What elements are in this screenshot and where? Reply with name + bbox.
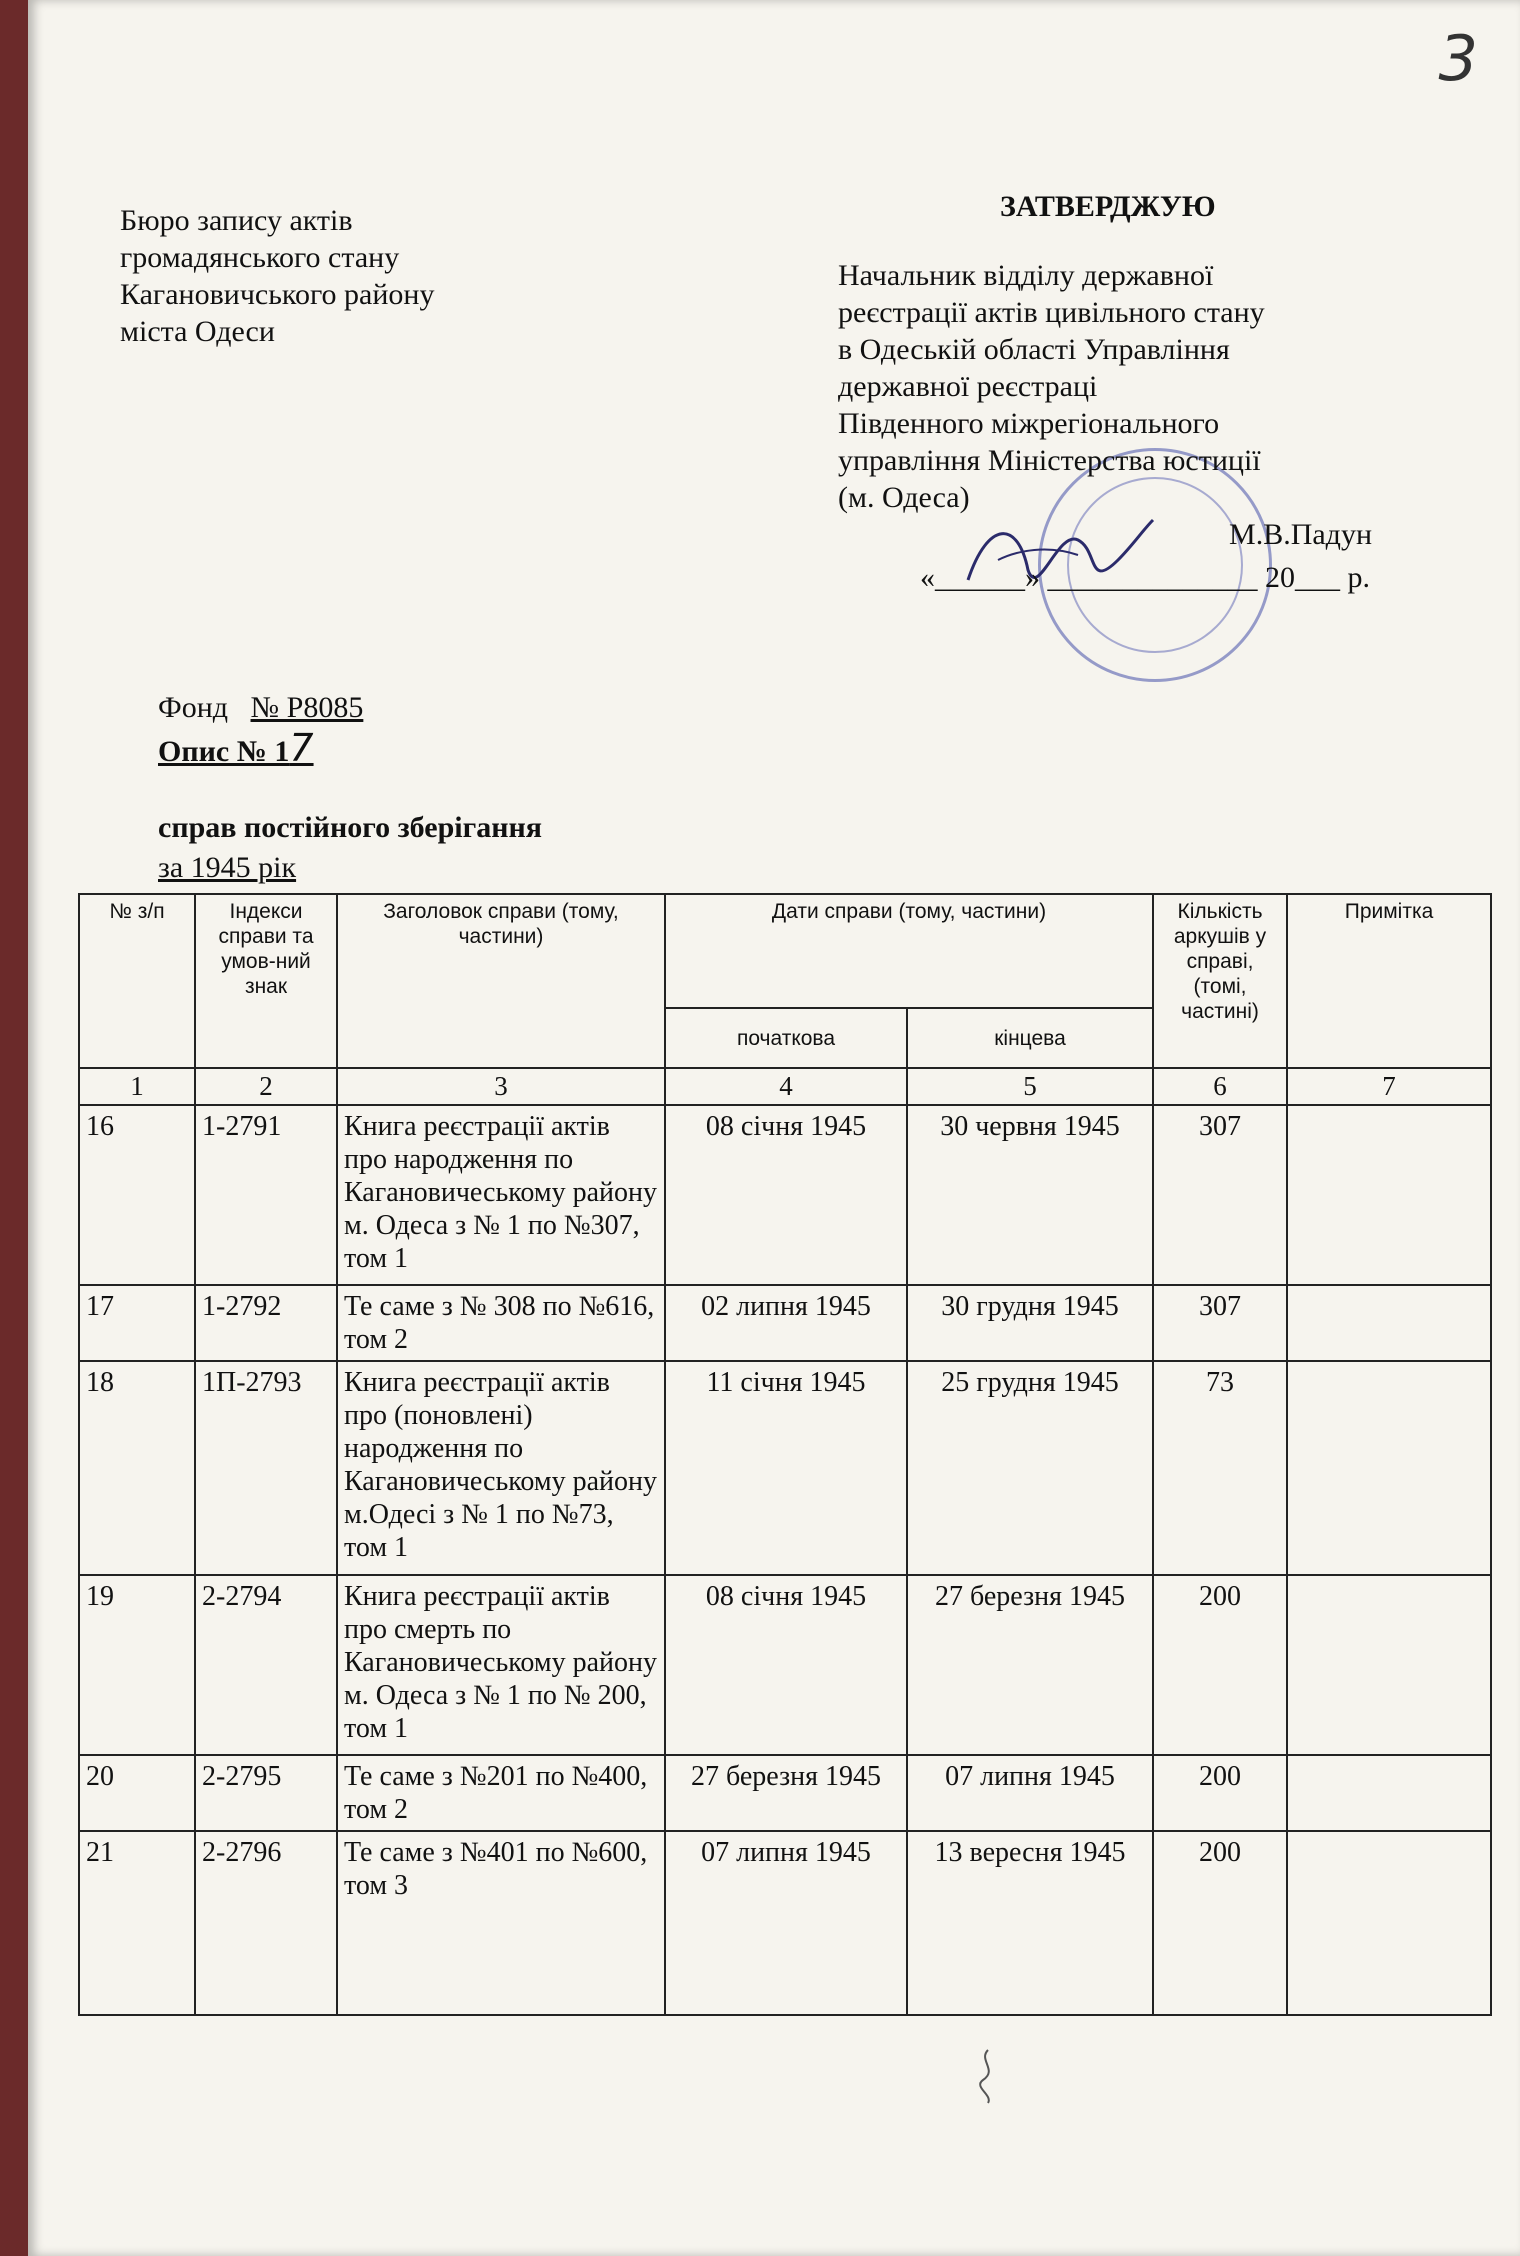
cell-title: Книга реєстрації актів про народження по Кагановичеському району м. Одеса з № 1 по №307, том 1: [337, 1105, 665, 1285]
approval-position-line: державної реєстраці: [838, 370, 1098, 403]
cell-note: [1287, 1361, 1491, 1575]
table-row: [79, 1285, 1491, 1361]
page-number: 3: [1438, 22, 1478, 95]
cell-index: 2-2794: [195, 1575, 337, 1755]
organization-line: міста Одеси: [120, 315, 275, 348]
cell-index: 1-2792: [195, 1285, 337, 1361]
cell-end-date: 30 червня 1945: [907, 1105, 1153, 1285]
cell-title: Те саме з №401 по №600, том 3: [337, 1831, 665, 2015]
cell-index: 1П-2793: [195, 1361, 337, 1575]
fond-line: [158, 688, 363, 728]
approval-position-line: реєстрації актів цивільного стану: [838, 296, 1265, 329]
cell-note: [1287, 1755, 1491, 1831]
cell-num: 20: [79, 1755, 195, 1831]
cell-start-date: 27 березня 1945: [665, 1755, 907, 1831]
opis-handwritten-number: 7: [289, 726, 314, 770]
approval-position-line: управління Міністерства юстиції: [838, 444, 1261, 477]
cell-num: 16: [79, 1105, 195, 1285]
document-page: [28, 0, 1520, 2256]
cases-period: за 1945 рік: [158, 851, 297, 884]
table-row: [79, 1361, 1491, 1575]
organization-line: Бюро запису актів: [120, 204, 353, 237]
column-number: 1: [79, 1068, 195, 1105]
cell-end-date: 30 грудня 1945: [907, 1285, 1153, 1361]
cell-num: 21: [79, 1831, 195, 2015]
cell-num: 18: [79, 1361, 195, 1575]
cell-sheets: 200: [1153, 1755, 1287, 1831]
cell-start-date: 07 липня 1945: [665, 1831, 907, 2015]
column-number: 2: [195, 1068, 337, 1105]
column-number: 3: [337, 1068, 665, 1105]
approval-position-line: Начальник відділу державної: [838, 259, 1214, 292]
header-dates: Дати справи (тому, частини): [665, 894, 1153, 1008]
organization-block: [120, 202, 434, 350]
table-row: [79, 1831, 1491, 2015]
header-sheets: Кількість аркушів у справі, (томі, частині): [1153, 894, 1287, 1068]
cell-sheets: 200: [1153, 1575, 1287, 1755]
cell-title: Книга реєстрації актів про (поновлені) народження по Кагановичеському району м.Одесі з № 1 по №73, том 1: [337, 1361, 665, 1575]
cell-end-date: 07 липня 1945: [907, 1755, 1153, 1831]
table-row: [79, 1755, 1491, 1831]
column-number: 5: [907, 1068, 1153, 1105]
table-row: [79, 1105, 1491, 1285]
cell-sheets: 307: [1153, 1105, 1287, 1285]
cell-note: [1287, 1575, 1491, 1755]
fond-block: [158, 688, 363, 772]
cell-note: [1287, 1105, 1491, 1285]
cell-index: 2-2796: [195, 1831, 337, 2015]
cell-index: 2-2795: [195, 1755, 337, 1831]
column-number: 6: [1153, 1068, 1287, 1105]
cases-title: справ постійного зберігання: [158, 811, 543, 844]
cell-start-date: 08 січня 1945: [665, 1575, 907, 1755]
approval-position-line: Південного міжрегіонального: [838, 407, 1220, 440]
approval-position-line: (м. Одеса): [838, 481, 970, 514]
header-end: кінцева: [907, 1008, 1153, 1068]
header-title: Заголовок справи (тому, частини): [337, 894, 665, 1068]
organization-line: Кагановичського району: [120, 278, 435, 311]
handwritten-initials: [968, 2045, 1008, 2105]
column-number: 7: [1287, 1068, 1491, 1105]
cell-end-date: 13 вересня 1945: [907, 1831, 1153, 2015]
header-num: № з/п: [79, 894, 195, 1068]
cases-block: [158, 808, 542, 888]
approval-block: [838, 188, 1418, 604]
cell-title: Те саме з №201 по №400, том 2: [337, 1755, 665, 1831]
fond-label: Фонд: [158, 691, 229, 724]
cell-index: 1-2791: [195, 1105, 337, 1285]
cell-title: Те саме з № 308 по №616, том 2: [337, 1285, 665, 1361]
cell-num: 19: [79, 1575, 195, 1755]
cell-note: [1287, 1831, 1491, 2015]
cell-title: Книга реєстрації актів про смерть по Кагановичеському району м. Одеса з № 1 по № 200, том 1: [337, 1575, 665, 1755]
table-row: [79, 1575, 1491, 1755]
signatory-name: М.В.Падун: [1229, 518, 1372, 551]
header-note: Примітка: [1287, 894, 1491, 1068]
approval-position-line: в Одеській області Управління: [838, 333, 1230, 366]
opis-label: Опис № 1: [158, 735, 290, 768]
header-index: Індекси справи та умов-ний знак: [195, 894, 337, 1068]
cell-sheets: 200: [1153, 1831, 1287, 2015]
cell-start-date: 11 січня 1945: [665, 1361, 907, 1575]
cell-start-date: 02 липня 1945: [665, 1285, 907, 1361]
header-start: початкова: [665, 1008, 907, 1068]
column-numbers-row: [79, 1068, 1491, 1105]
column-number: 4: [665, 1068, 907, 1105]
opis-line: [158, 728, 363, 772]
signature-area: [838, 516, 1418, 604]
fond-number: № Р8085: [250, 691, 364, 724]
cell-sheets: 73: [1153, 1361, 1287, 1575]
approval-date-line: «______» ______________ 20___ р.: [920, 561, 1370, 594]
organization-line: громадянського стану: [120, 241, 400, 274]
cell-note: [1287, 1285, 1491, 1361]
cell-num: 17: [79, 1285, 195, 1361]
cell-start-date: 08 січня 1945: [665, 1105, 907, 1285]
inventory-table: [78, 893, 1492, 2016]
approval-heading: ЗАТВЕРДЖУЮ: [1000, 190, 1216, 223]
cell-end-date: 27 березня 1945: [907, 1575, 1153, 1755]
cell-sheets: 307: [1153, 1285, 1287, 1361]
cell-end-date: 25 грудня 1945: [907, 1361, 1153, 1575]
